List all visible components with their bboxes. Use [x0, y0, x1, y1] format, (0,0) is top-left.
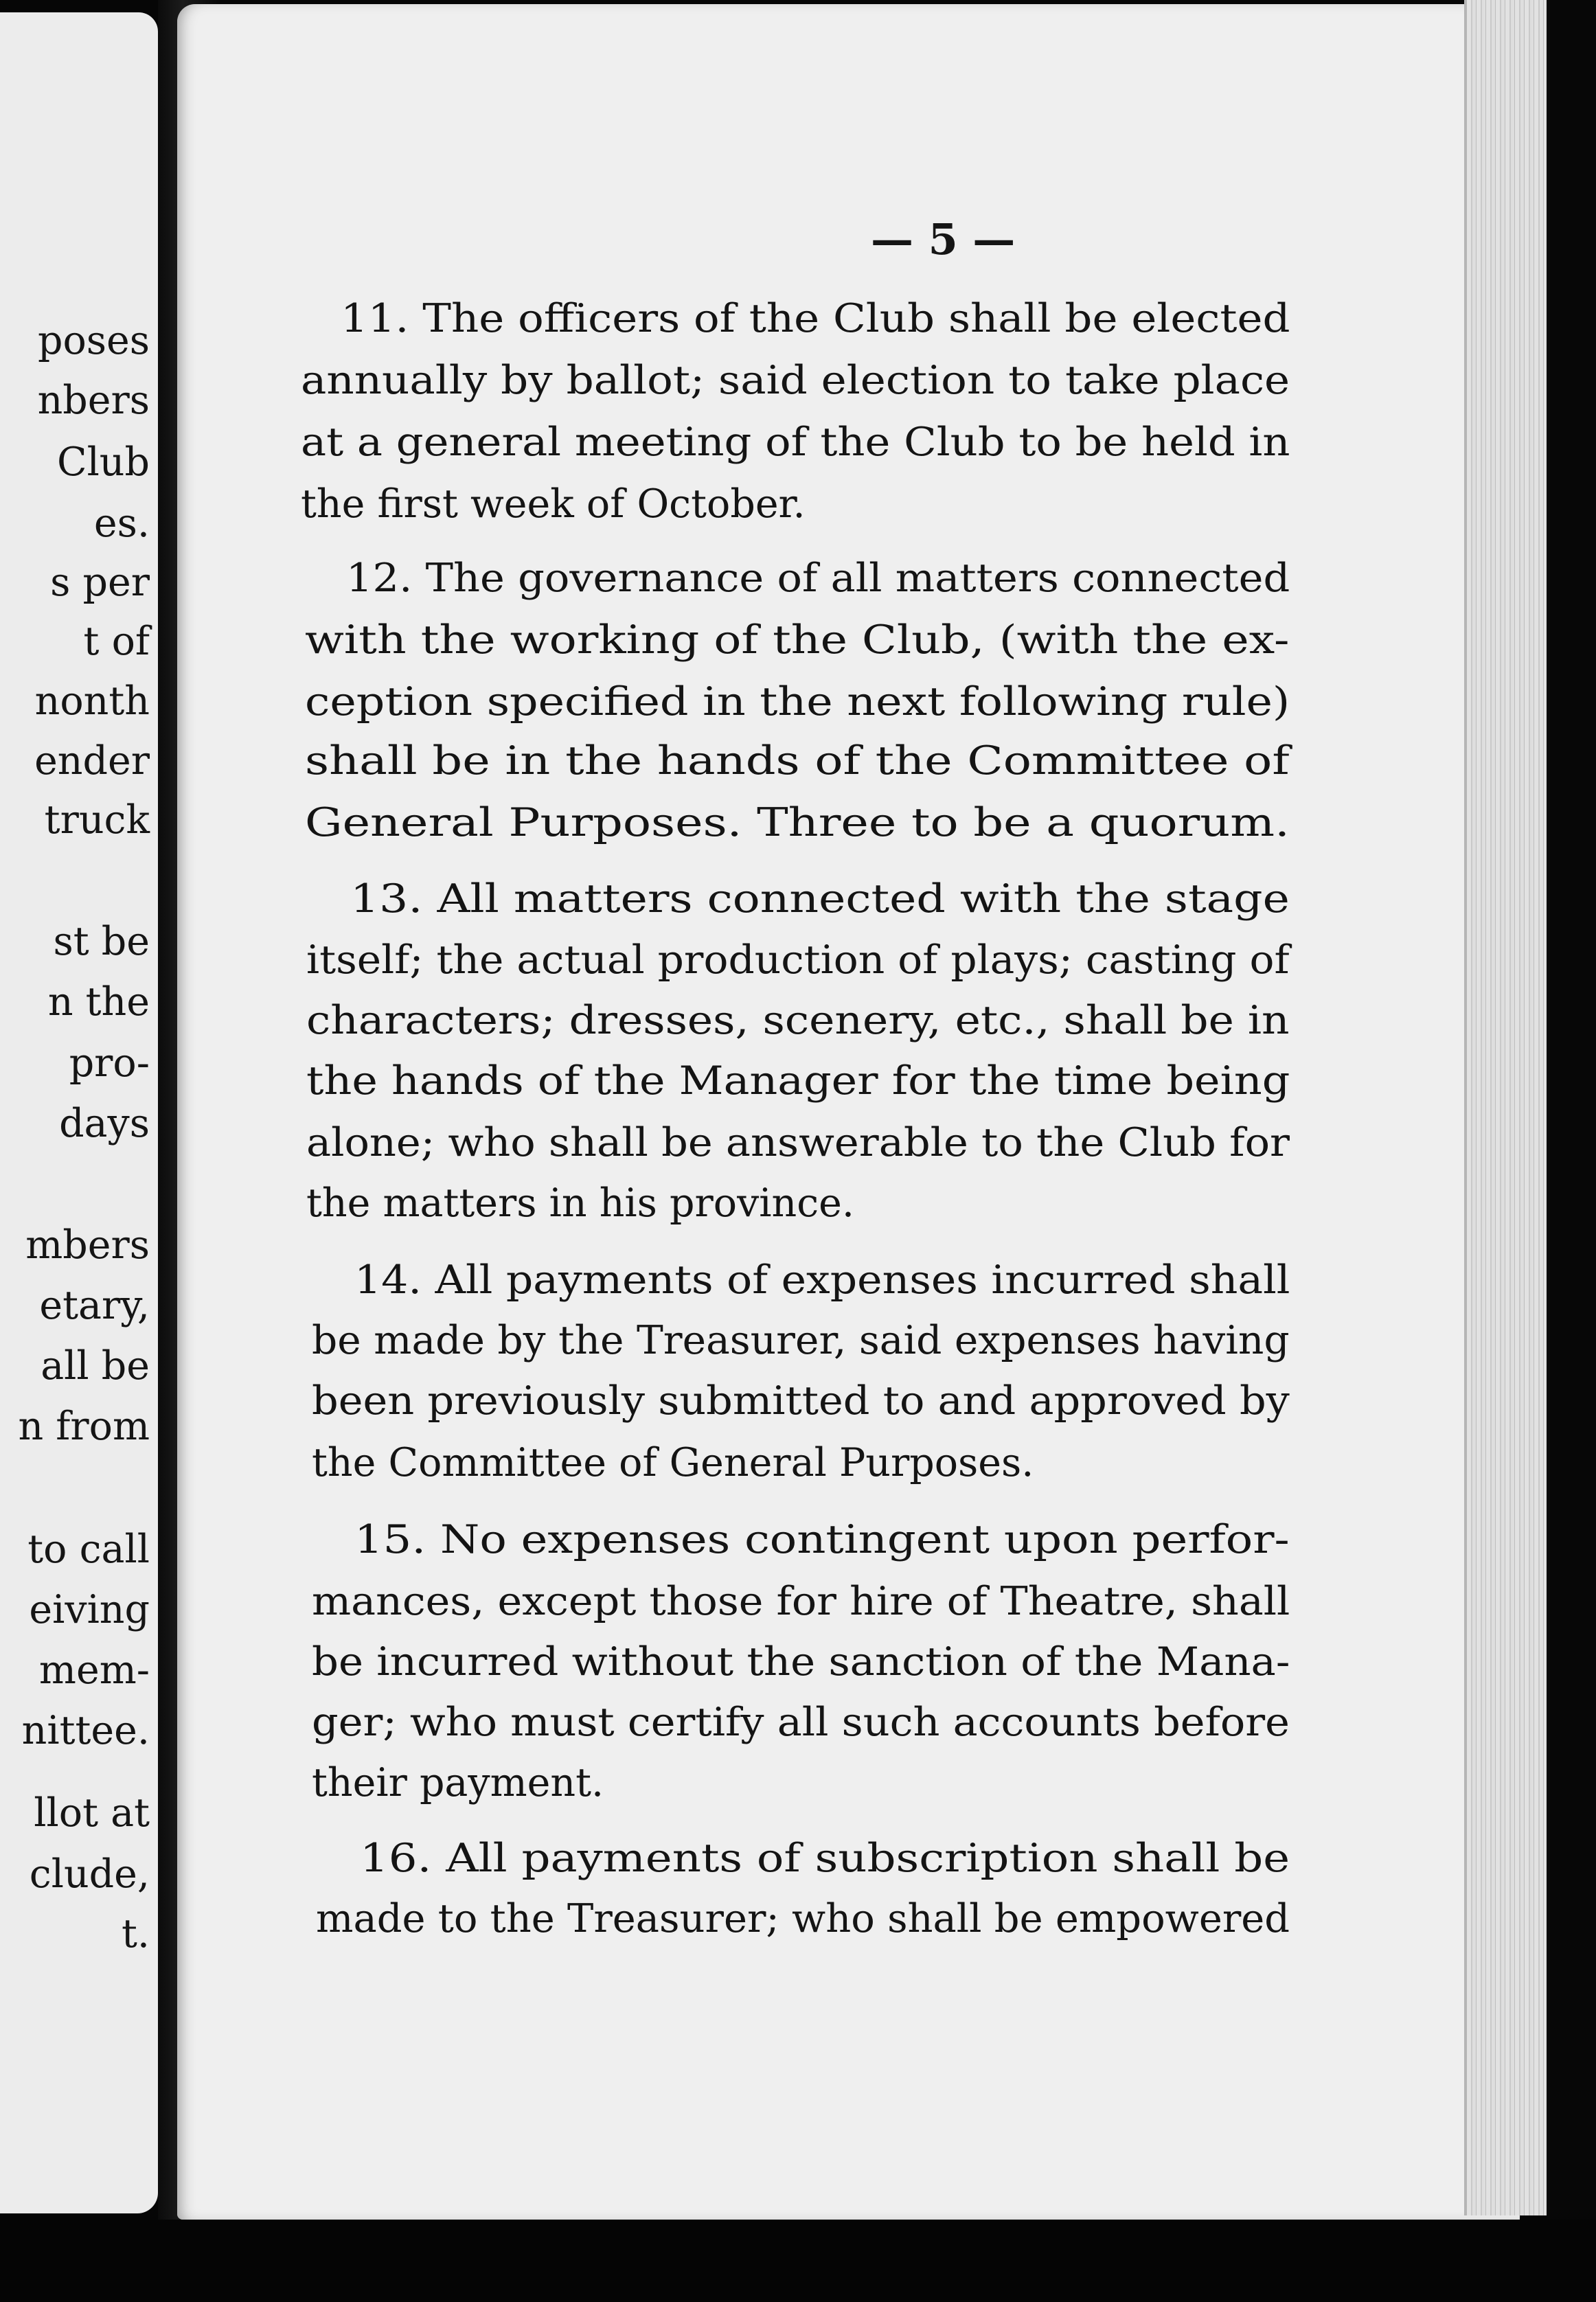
page-number: — 5 —	[871, 214, 1016, 264]
page-edge-stack	[1464, 0, 1549, 2215]
text-line: ception specified in the next following rule)	[305, 679, 1290, 725]
left-page-line: eiving	[29, 1587, 150, 1632]
left-page-fragment	[0, 12, 158, 2213]
text-line: the hands of the Manager for the time being	[306, 1058, 1290, 1104]
left-page-line: nonth	[34, 679, 150, 724]
text-line: the Committee of General Purposes.	[312, 1440, 1034, 1485]
text-line: their payment.	[312, 1760, 604, 1805]
left-page-line: all be	[41, 1343, 150, 1389]
left-page-line: nbers	[37, 378, 150, 423]
text-line: be made by the Treasurer, said expenses having	[312, 1318, 1290, 1363]
left-page-line: mbers	[25, 1222, 150, 1268]
text-line: made to the Treasurer; who shall be empowered	[316, 1896, 1290, 1941]
text-line: 13. All matters connected with the stage	[350, 876, 1290, 922]
text-line: 16. All payments of subscription shall be	[360, 1836, 1290, 1881]
left-page-line: n the	[47, 979, 150, 1025]
left-page-line: pro-	[69, 1040, 150, 1086]
text-line: itself; the actual production of plays; casting of	[306, 937, 1290, 983]
left-page-line: truck	[44, 797, 150, 843]
left-page-line: etary,	[39, 1283, 150, 1328]
left-page-line: n from	[18, 1404, 150, 1449]
text-line: ger; who must certify all such accounts before	[312, 1700, 1290, 1745]
left-page-line: st be	[53, 919, 150, 964]
text-line: characters; dresses, scenery, etc., shall be in	[306, 998, 1290, 1043]
text-line: annually by ballot; said election to take place	[301, 358, 1290, 403]
text-line: been previously submitted to and approved by	[312, 1378, 1290, 1424]
text-line: at a general meeting of the Club to be held in	[301, 420, 1290, 465]
left-page-line: days	[59, 1101, 150, 1146]
text-line: 14. All payments of expenses incurred shall	[354, 1257, 1290, 1303]
left-page-line: mem-	[38, 1648, 150, 1693]
text-line: alone; who shall be answerable to the Club for	[306, 1120, 1290, 1165]
main-page	[177, 4, 1520, 2220]
text-line: mances, except those for hire of Theatre, shall	[312, 1579, 1290, 1624]
text-line: 15. No expenses contingent upon perfor-	[354, 1517, 1290, 1562]
left-page-line: t.	[121, 1911, 150, 1957]
text-line: 11. The officers of the Club shall be elected	[341, 296, 1290, 341]
text-line: General Purposes. Three to be a quorum.	[305, 800, 1290, 845]
left-page-line: llot at	[34, 1790, 150, 1836]
text-line: the matters in his province.	[306, 1181, 854, 1226]
left-page-line: poses	[37, 318, 150, 363]
text-line: shall be in the hands of the Committee of	[305, 738, 1290, 784]
left-page-line: t of	[83, 619, 150, 664]
text-line: the first week of October.	[301, 481, 806, 527]
text-line: 12. The governance of all matters connected	[346, 556, 1290, 601]
left-page-line: ender	[34, 738, 150, 784]
left-page-line: nittee.	[21, 1708, 150, 1753]
left-page-line: to call	[27, 1527, 150, 1572]
bottom-background	[0, 2220, 1596, 2302]
left-page-line: s per	[50, 560, 150, 605]
left-page-line: clude,	[29, 1851, 150, 1897]
left-page-line: es.	[93, 501, 150, 546]
text-line: with the working of the Club, (with the ex-	[305, 617, 1290, 663]
text-line: be incurred without the sanction of the Mana-	[312, 1639, 1290, 1685]
left-page-line: Club	[56, 440, 150, 485]
right-background	[1547, 0, 1596, 2302]
